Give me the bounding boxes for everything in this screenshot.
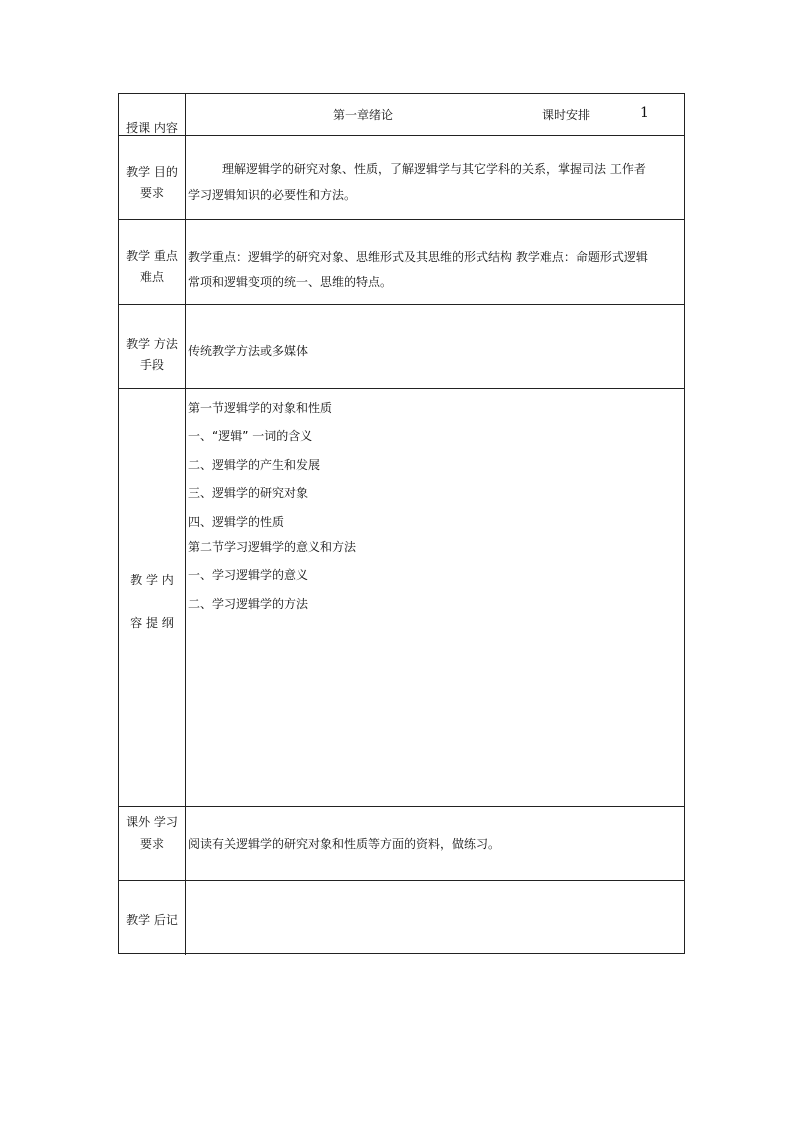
text-line: 传统教学方法或多媒体	[188, 344, 309, 358]
row-teaching-goals	[119, 136, 684, 220]
row-label-line2: 要求	[139, 837, 164, 851]
hours-label: 课时安排	[542, 108, 591, 122]
row-label-line2: 难点	[139, 270, 164, 284]
content-cell	[186, 220, 684, 304]
row-homework	[119, 807, 684, 881]
label-cell	[119, 881, 186, 955]
content-cell	[186, 136, 684, 219]
content-cell	[186, 807, 684, 880]
label-cell	[119, 807, 186, 880]
text-line: 阅读有关逻辑学的研究对象和性质等方面的资料，做练习。	[188, 837, 501, 851]
outline-item: 第二节学习逻辑学的意义和方法	[188, 540, 357, 554]
content-cell	[186, 305, 684, 388]
chapter-title: 第一章绪论	[333, 108, 394, 122]
outline-item: 一、“逻辑” 一词的含义	[188, 429, 313, 443]
row-label-line2: 容 提 纲	[130, 616, 174, 630]
label-cell	[119, 220, 186, 304]
text-line: 教学重点：逻辑学的研究对象、思维形式及其思维的形式结构 教学难点：命题形式逻辑	[188, 250, 648, 264]
text-line: 理解逻辑学的研究对象、性质，了解逻辑学与其它学科的关系，掌握司法 工作者	[222, 162, 646, 176]
row-teaching-methods	[119, 305, 684, 389]
outline-item: 第一节逻辑学的对象和性质	[188, 401, 333, 415]
outline-item: 二、学习逻辑学的方法	[188, 597, 309, 611]
row-key-points	[119, 220, 684, 305]
label-cell	[119, 389, 186, 806]
content-cell	[186, 881, 684, 955]
row-label: 授课 内容	[126, 121, 178, 135]
text-line: 常项和逻辑变项的统一、思维的特点。	[188, 275, 393, 289]
row-course-content	[119, 94, 684, 136]
outline-item: 四、逻辑学的性质	[188, 515, 285, 529]
text-line: 学习逻辑知识的必要性和方法。	[188, 188, 357, 202]
content-cell	[186, 94, 684, 135]
row-label-line1: 课外 学习	[126, 815, 178, 829]
outline-item: 三、逻辑学的研究对象	[188, 486, 309, 500]
row-label-line1: 教学 目的	[126, 165, 178, 179]
label-cell	[119, 305, 186, 388]
row-label-line1: 教 学 内	[130, 573, 174, 587]
row-label-line1: 教学 重点	[126, 249, 178, 263]
hours-value: 1	[640, 105, 649, 121]
row-label-line2: 手段	[139, 358, 164, 372]
label-cell	[119, 94, 186, 135]
outline-item: 二、逻辑学的产生和发展	[188, 458, 321, 472]
row-label: 教学 后记	[126, 913, 178, 927]
row-label-line2: 要求	[139, 186, 164, 200]
content-cell	[186, 389, 684, 806]
lesson-plan-table	[118, 93, 685, 954]
row-content-outline	[119, 389, 684, 807]
outline-item: 一、学习逻辑学的意义	[188, 568, 309, 582]
row-reflection	[119, 881, 684, 955]
row-label-line1: 教学 方法	[126, 337, 178, 351]
label-cell	[119, 136, 186, 219]
